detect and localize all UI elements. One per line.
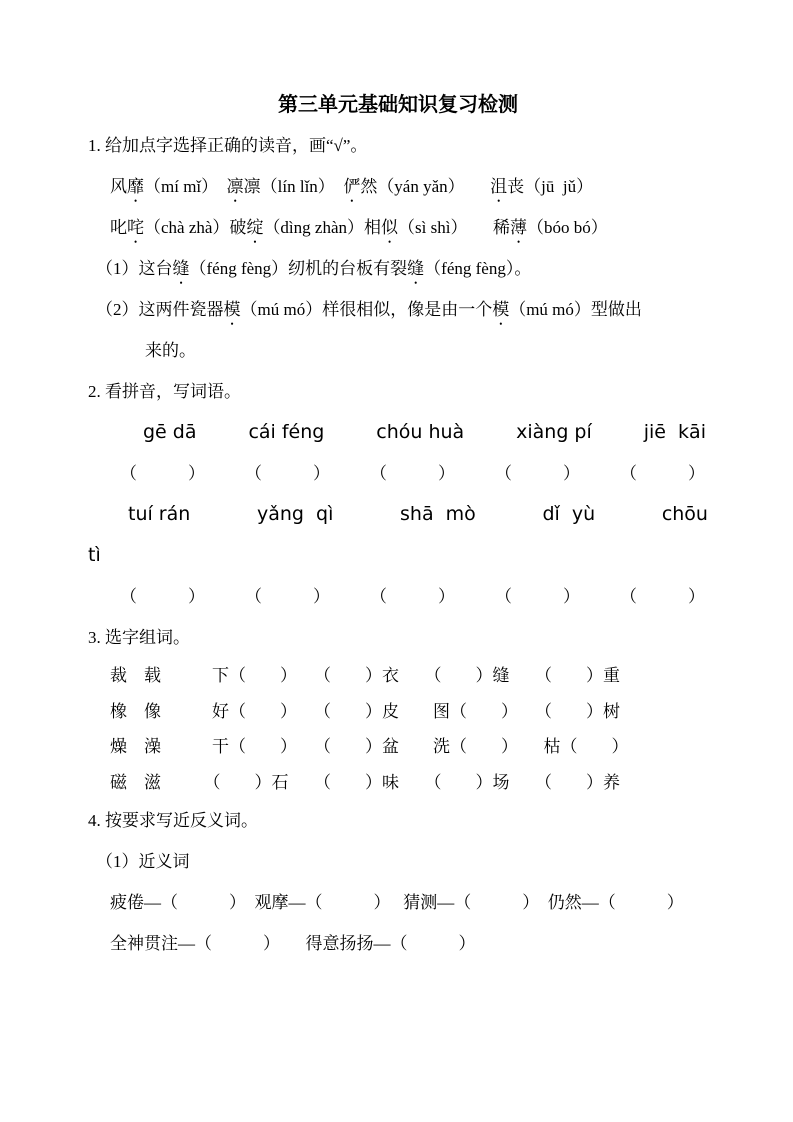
q3-row-2: 橡 像 好（ ） （ ）皮 图（ ） （ ）树 [110,701,620,721]
q1-item-2: （2）这两件瓷器模（mú mó）样很相似，像是由一个模（mú mó）型做出 [96,300,642,319]
answer-blank: （ ） [495,464,580,483]
q4-synonym-row-2: 全神贯注—（ ） 得意扬扬—（ ） [110,934,476,953]
pinyin-word: tuí rán [128,503,191,525]
q2-pinyin-row-2 [128,494,708,535]
q2-prompt: 2. 看拼音，写词语。 [88,382,241,401]
q1-words-row-2: 叱咤（chà zhà）破绽（dìng zhàn）相似（sì shì） 稀薄（bóo bó） [110,218,608,237]
q2-blank-row-1 [120,453,705,494]
answer-blank: （ ） [620,464,705,483]
pinyin-word: shā mò [400,503,476,525]
q3-row-3: 燥 澡 干（ ） （ ）盆 洗（ ） 枯（ ） [110,737,629,756]
answer-blank: （ ） [620,587,705,606]
answer-blank: （ ） [245,464,330,483]
pinyin-word: chōu [661,503,708,525]
answer-blank: （ ） [120,587,205,606]
answer-blank: （ ） [120,464,205,483]
q4-subheading: （1）近义词 [96,852,190,871]
pinyin-word: gē dā [143,421,197,443]
pinyin-word: dǐ yù [542,503,596,525]
q3-row-4: 磁 滋 （ ）石 （ ）味 （ ）场 （ ）养 [110,772,620,792]
pinyin-word: jiē kāi [643,421,706,443]
q2-pinyin-overflow: tì [88,544,101,566]
pinyin-word: xiàng pí [516,421,592,443]
answer-blank: （ ） [245,587,330,606]
q1-prompt: 1. 给加点字选择正确的读音，画“√”。 [88,136,368,155]
answer-blank: （ ） [370,587,455,606]
q3-row-1: 裁 载 下（ ） （ ）衣 （ ）缝 （ ）重 [110,666,620,685]
q1-words-row-1: 风靡（mí mǐ） 凛凛（lín lǐn） 俨然（yán yǎn） 沮丧（jū jǔ） [110,177,594,196]
q1-item-1: （1）这台缝（féng fèng）纫机的台板有裂缝（féng fèng）。 [96,259,532,278]
pinyin-word: chóu huà [376,421,465,443]
answer-blank: （ ） [495,587,580,606]
q4-prompt: 4. 按要求写近反义词。 [88,811,258,830]
q1-item-2-continuation: 来的。 [145,341,196,360]
answer-blank: （ ） [370,464,455,483]
q3-prompt: 3. 选字组词。 [88,628,190,647]
page-title: 第三单元基础知识复习检测 [278,94,518,116]
q2-pinyin-row-1 [143,412,706,453]
pinyin-word: cái féng [248,421,325,443]
pinyin-word: yǎng qì [256,503,334,525]
q4-synonym-row-1: 疲倦—（ ） 观摩—（ ） 猜测—（ ） 仍然—（ ） [110,893,684,912]
q2-blank-row-2 [120,576,705,617]
